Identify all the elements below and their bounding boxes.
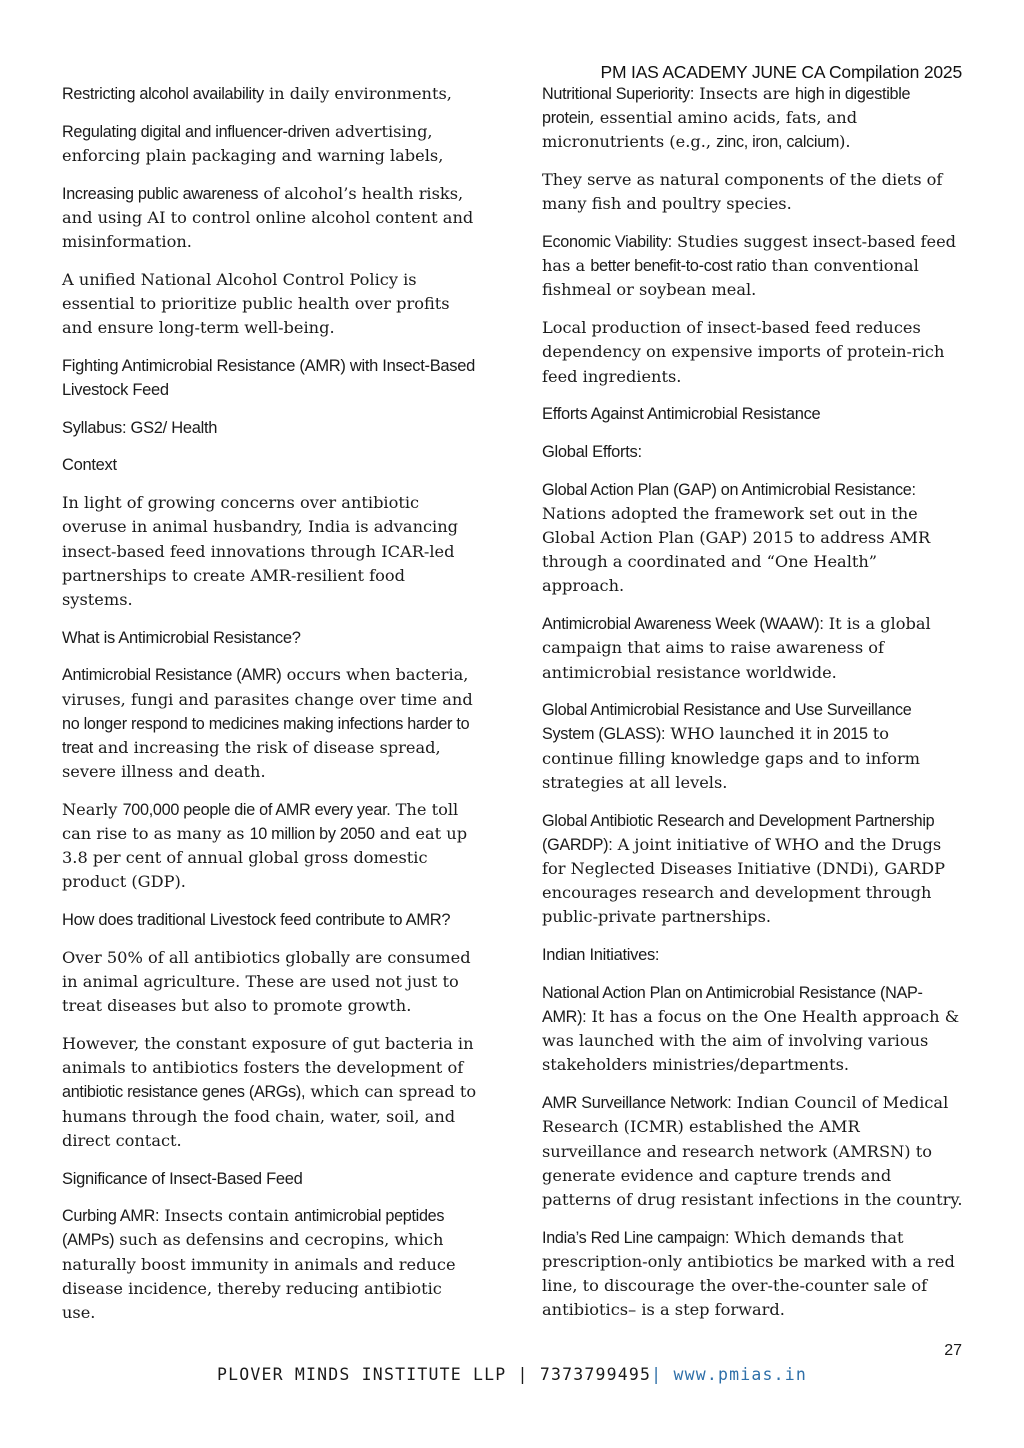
section-heading-global: Global Efforts:	[542, 442, 642, 461]
bold-text: high in digestible protein	[542, 85, 911, 128]
text: The toll can rise to as many as	[62, 799, 459, 844]
section-heading-what-is-amr: What is Antimicrobial Resistance?	[62, 628, 301, 647]
bold-lead: AMR Surveillance Network:	[542, 1094, 732, 1113]
text: It is a global campaign that aims to raise awareness of antimicrobial resistance worldwide.	[542, 614, 931, 682]
text: , essential amino acids, fats, and micronutrients (e.g.,	[542, 108, 858, 152]
syllabus-label: Syllabus: GS2/ Health	[62, 418, 218, 437]
bold-lead: India’s Red Line campaign:	[542, 1228, 730, 1247]
text: It has a focus on the One Health approach & was launched with the aim of involving various stakeholders ministries/departments.	[542, 1007, 960, 1075]
page-footer	[0, 1365, 1024, 1384]
section-heading-efforts: Efforts Against Antimicrobial Resistance	[542, 405, 821, 424]
text: However, the constant exposure of gut bacteria in animals to antibiotics fosters the development of	[62, 1034, 474, 1078]
text: of alcohol’s health risks, and using AI to control online alcohol content and misinformation.	[62, 183, 474, 252]
text: which can spread to humans through the food chain, water, soil, and direct contact.	[62, 1082, 477, 1150]
bold-text: 10 million by 2050	[249, 825, 375, 844]
paragraph	[62, 1204, 480, 1325]
page-number: 27	[944, 1342, 962, 1359]
left-column	[62, 82, 480, 1339]
bold-lead: Nutritional Superiority:	[542, 85, 695, 103]
paragraph	[62, 1032, 480, 1153]
paragraph	[62, 120, 480, 168]
text: Insects are	[694, 84, 796, 103]
text: Nations adopted the framework set out in the Global Action Plan (GAP) 2015 to address AMR through a coordinated and “One Health” approach.	[542, 503, 931, 596]
paragraph: Over 50% of all antibiotics globally are consumed in animal agriculture. These are used not just to treat diseases but also to promote growth.	[62, 947, 471, 1016]
text: in daily environments,	[263, 84, 452, 103]
paragraph	[542, 1226, 964, 1323]
footer-separator: |	[651, 1365, 663, 1384]
bold-text: antimicrobial peptides (AMPs)	[62, 1207, 445, 1250]
section-heading-livestock-feed: How does traditional Livestock feed contribute to AMR?	[62, 911, 451, 930]
paragraph	[542, 612, 964, 685]
bold-lead: Economic Viability:	[542, 233, 672, 252]
bold-text: zinc, iron, calcium	[716, 133, 840, 152]
paragraph	[62, 798, 480, 895]
paragraph	[62, 663, 480, 784]
footer-website-link[interactable]: www.pmias.in	[662, 1365, 808, 1384]
paragraph	[542, 698, 964, 795]
text: Which demands that prescription-only antibiotics be marked with a red line, to discourage the over-the-counter sale of antibiotics– is a step forward.	[542, 1227, 955, 1320]
section-heading-context: Context	[62, 456, 117, 475]
text: Nearly	[62, 799, 123, 819]
paragraph	[62, 182, 480, 255]
text: than conventional fishmeal or soybean meal.	[542, 256, 919, 300]
paragraph: They serve as natural components of the diets of many fish and poultry species.	[542, 170, 943, 214]
footer-org: PLOVER MINDS INSTITUTE LLP | 7373799495	[216, 1365, 652, 1384]
paragraph	[542, 1091, 964, 1212]
section-heading-significance: Significance of Insect-Based Feed	[62, 1169, 303, 1188]
text: to continue filling knowledge gaps and to inform strategies at all levels.	[542, 724, 921, 792]
bold-text: antibiotic resistance genes (ARGs),	[62, 1083, 306, 1102]
paragraph: Local production of insect-based feed reduces dependency on expensive imports of protein-rich feed ingredients.	[542, 318, 945, 386]
text: such as defensins and cecropins, which naturally boost immunity in animals and reduce disease incidence, thereby reducing antibiotic use.	[62, 1230, 456, 1323]
paragraph	[542, 809, 964, 930]
article-title: Fighting Antimicrobial Resistance (AMR) with Insect-Based Livestock Feed	[62, 356, 475, 400]
paragraph	[542, 478, 964, 599]
text: and eat up 3.8 per cent of annual global gross domestic product (GDP).	[62, 824, 468, 892]
bold-lead: Restricting alcohol availability	[62, 85, 264, 103]
paragraph	[542, 981, 964, 1078]
bold-lead: National Action Plan on Antimicrobial Resistance (NAP-AMR):	[542, 983, 923, 1026]
bold-lead: Antimicrobial Awareness Week (WAAW):	[542, 615, 824, 634]
bold-lead: Increasing public awareness	[62, 184, 259, 203]
paragraph	[542, 82, 964, 155]
paragraph: A unified National Alcohol Control Policy is essential to prioritize public health over profits and ensure long-term well-being.	[62, 269, 450, 338]
text: A joint initiative of WHO and the Drugs for Neglected Diseases Initiative (DNDi), GARDP encourages research and development through public-private partnerships.	[542, 834, 945, 927]
text: ).	[839, 132, 851, 152]
paragraph	[542, 230, 964, 303]
text: Insects contain	[159, 1206, 295, 1226]
bold-lead: Antimicrobial Resistance (AMR)	[62, 666, 282, 685]
bold-text: better benefit-to-cost ratio	[590, 257, 767, 276]
bold-lead: Curbing AMR:	[62, 1207, 160, 1226]
bold-lead: Regulating digital and influencer-driven	[62, 122, 330, 141]
paragraph: In light of growing concerns over antibiotic overuse in animal husbandry, India is advancing insect-based feed innovations through ICAR-led partnerships to create AMR-resilient food systems.	[62, 493, 459, 609]
bold-lead: Global Antimicrobial Resistance and Use Surveillance System (GLASS):	[542, 701, 912, 744]
document-header: PM IAS ACADEMY JUNE CA Compilation 2025	[600, 62, 962, 82]
text: Indian Council of Medical Research (ICMR) established the AMR surveillance and research network (AMRSN) to generate evidence and capture trends and patterns of drug resistant infections in the country.	[542, 1093, 963, 1209]
right-column	[542, 82, 964, 1336]
text: occurs when bacteria, viruses, fungi and parasites change over time and	[62, 665, 473, 709]
bold-text: in 2015	[816, 725, 868, 744]
section-heading-indian: Indian Initiatives:	[542, 946, 660, 965]
text: WHO launched it	[665, 724, 817, 744]
text: advertising, enforcing plain packaging and warning labels,	[62, 121, 444, 165]
bold-lead: Global Antibiotic Research and Development Partnership (GARDP):	[542, 811, 935, 854]
paragraph	[62, 82, 480, 106]
text: Studies suggest insect-based feed has a	[542, 232, 957, 276]
text: and increasing the risk of disease spread, severe illness and death.	[62, 737, 441, 782]
bold-text: 700,000 people die of AMR every year.	[122, 800, 391, 819]
bold-text: no longer respond to medicines making infections harder to treat	[62, 714, 470, 757]
bold-lead: Global Action Plan (GAP) on Antimicrobial Resistance:	[542, 480, 916, 499]
